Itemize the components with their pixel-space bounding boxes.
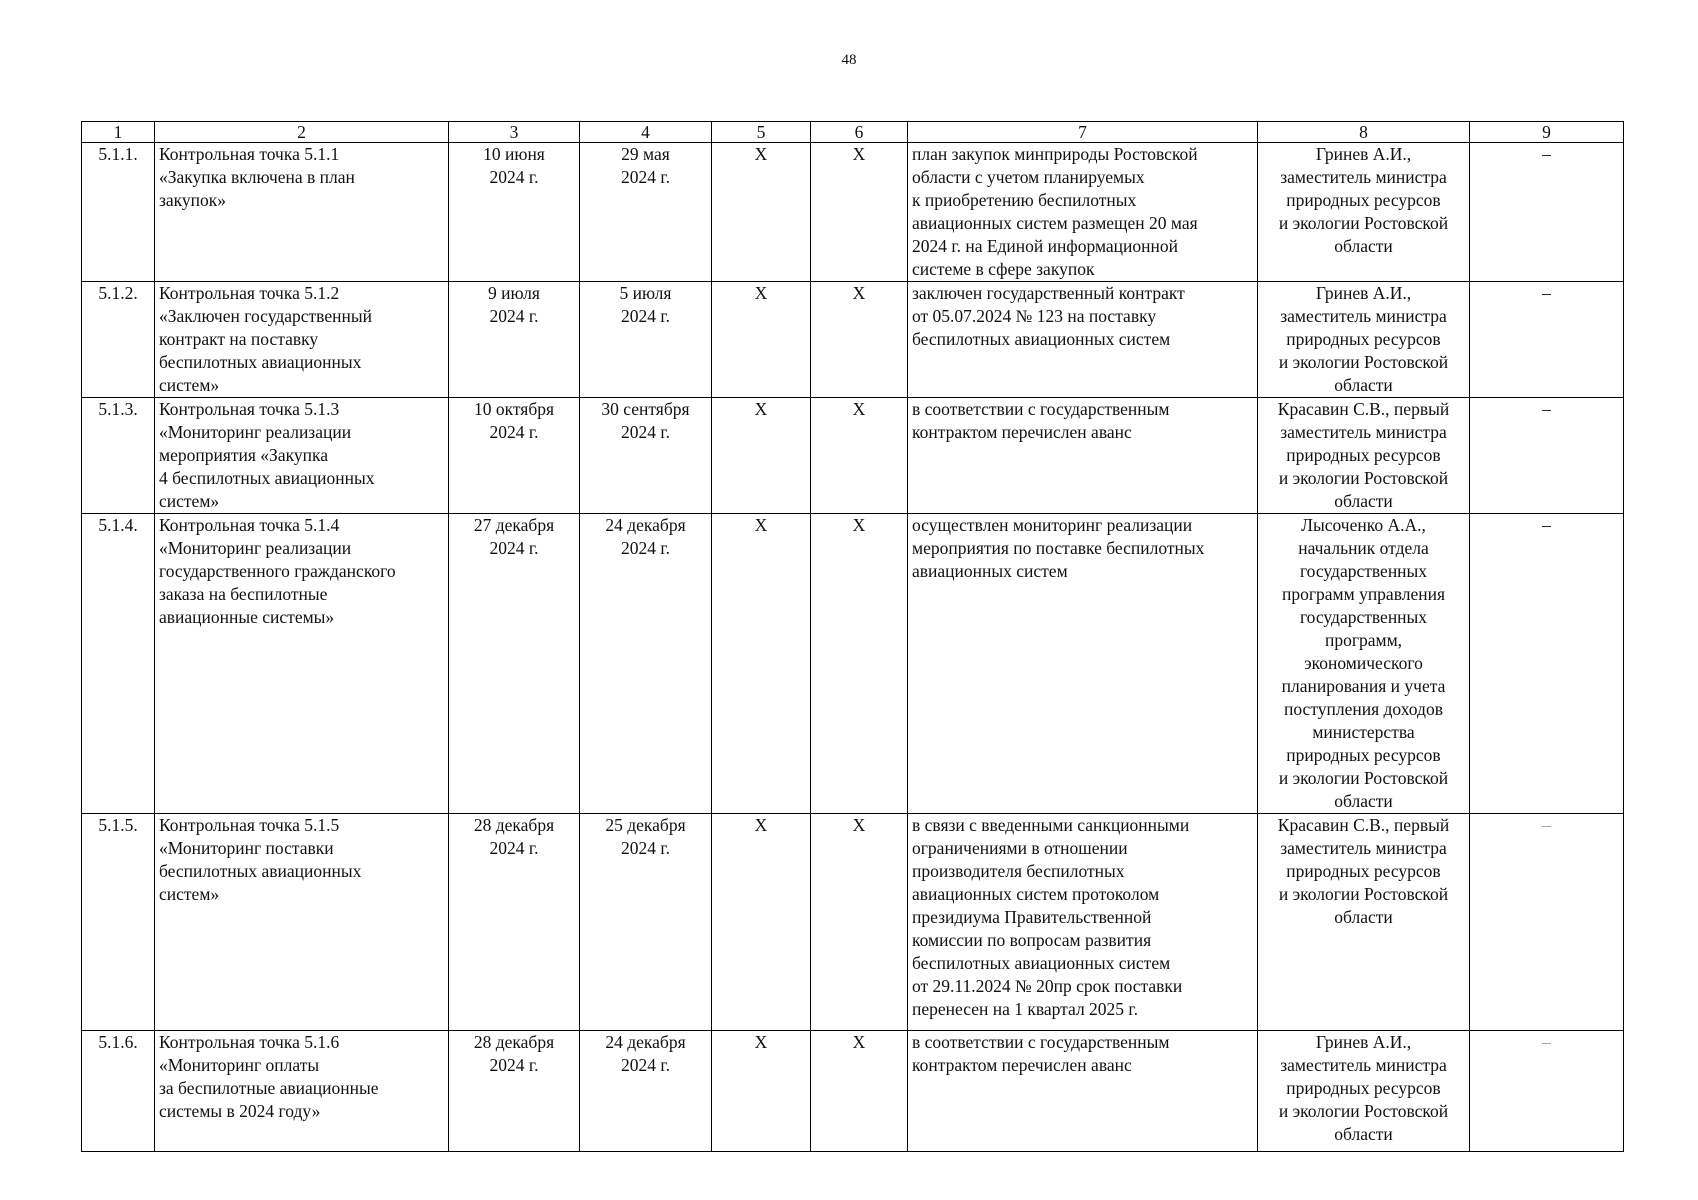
- responsible-person-line: области: [1334, 236, 1393, 256]
- responsible-person-line: начальник отдела: [1298, 538, 1429, 558]
- result-info-line: осуществлен мониторинг реализации: [912, 515, 1193, 535]
- row-number: 5.1.6.: [82, 1031, 155, 1152]
- col5-mark: X: [712, 398, 811, 514]
- row-number: 5.1.4.: [82, 514, 155, 814]
- result-info: [908, 1031, 1258, 1152]
- plan-date: [449, 143, 580, 282]
- fact-date-line: 2024 г.: [621, 422, 670, 442]
- plan-date: [449, 282, 580, 398]
- responsible-person: [1258, 398, 1470, 514]
- row-number: 5.1.1.: [82, 143, 155, 282]
- fact-date: [580, 514, 712, 814]
- responsible-person-line: планирования и учета: [1281, 676, 1446, 696]
- plan-date-line: 2024 г.: [489, 306, 539, 326]
- responsible-person: [1258, 282, 1470, 398]
- table-row: [82, 814, 1624, 1031]
- table-row: [82, 514, 1624, 814]
- control-point-name: [155, 143, 449, 282]
- col6-mark: X: [811, 514, 908, 814]
- plan-date-line: 28 декабря: [473, 1032, 555, 1052]
- responsible-person-line: природных ресурсов: [1286, 861, 1441, 881]
- fact-date-line: 24 декабря: [605, 1032, 686, 1052]
- fact-date: [580, 282, 712, 398]
- header-col-9: 9: [1470, 122, 1624, 143]
- result-info-line: к приобретению беспилотных: [912, 190, 1137, 210]
- result-info-line: заключен государственный контракт: [912, 283, 1185, 303]
- plan-date-line: 2024 г.: [489, 838, 539, 858]
- plan-date-line: 2024 г.: [489, 167, 539, 187]
- note-dash: –: [1470, 814, 1624, 1031]
- result-info-line: авиационных систем размещен 20 мая: [912, 213, 1198, 233]
- table-row: [82, 1031, 1624, 1152]
- plan-date: [449, 814, 580, 1031]
- col5-mark: X: [712, 514, 811, 814]
- result-info-line: беспилотных авиационных систем: [912, 329, 1171, 349]
- fact-date-line: 2024 г.: [621, 538, 670, 558]
- control-point-name-line: «Заключен государственный: [159, 306, 372, 326]
- responsible-person-line: и экологии Ростовской: [1278, 768, 1449, 788]
- control-point-name-line: закупок»: [159, 190, 227, 210]
- result-info: [908, 814, 1258, 1031]
- result-info-line: авиационных систем: [912, 561, 1068, 581]
- responsible-person-line: области: [1334, 375, 1393, 395]
- responsible-person: [1258, 1031, 1470, 1152]
- control-point-name-line: Контрольная точка 5.1.6: [159, 1032, 340, 1052]
- col5-mark: X: [712, 282, 811, 398]
- control-point-name-line: 4 беспилотных авиационных: [159, 468, 375, 488]
- control-point-name-line: беспилотных авиационных: [159, 861, 362, 881]
- responsible-person-line: и экологии Ростовской: [1278, 884, 1449, 904]
- result-info-line: от 05.07.2024 № 123 на поставку: [912, 306, 1157, 326]
- plan-date: [449, 1031, 580, 1152]
- responsible-person-line: Лысоченко А.А.,: [1301, 515, 1426, 535]
- fact-date-line: 29 мая: [621, 144, 670, 164]
- responsible-person-line: заместитель министра: [1280, 306, 1447, 326]
- responsible-person-line: Красавин С.В., первый: [1277, 815, 1450, 835]
- result-info-line: области с учетом планируемых: [912, 167, 1145, 187]
- fact-date-line: 30 сентября: [601, 399, 690, 419]
- responsible-person-line: программ,: [1324, 630, 1403, 650]
- control-point-name-line: государственного гражданского: [159, 561, 396, 581]
- control-point-name-line: «Мониторинг оплаты: [159, 1055, 320, 1075]
- responsible-person: [1258, 814, 1470, 1031]
- fact-date: [580, 1031, 712, 1152]
- plan-date-line: 2024 г.: [489, 1055, 539, 1075]
- control-point-name: [155, 814, 449, 1031]
- result-info-line: контрактом перечислен аванс: [912, 1055, 1132, 1075]
- col6-mark: X: [811, 1031, 908, 1152]
- fact-date-line: 25 декабря: [605, 815, 686, 835]
- plan-date-line: 2024 г.: [489, 422, 539, 442]
- responsible-person-line: области: [1334, 907, 1393, 927]
- fact-date: [580, 814, 712, 1031]
- result-info-line: комиссии по вопросам развития: [912, 930, 1152, 950]
- control-point-name-line: беспилотных авиационных: [159, 352, 362, 372]
- responsible-person-line: и экологии Ростовской: [1278, 468, 1449, 488]
- result-info: [908, 282, 1258, 398]
- control-point-name-line: Контрольная точка 5.1.1: [159, 144, 340, 164]
- result-info-line: в соответствии с государственным: [912, 399, 1170, 419]
- responsible-person-line: заместитель министра: [1280, 167, 1447, 187]
- control-point-name-line: заказа на беспилотные: [159, 584, 328, 604]
- col5-mark: X: [712, 143, 811, 282]
- control-point-name-line: Контрольная точка 5.1.3: [159, 399, 340, 419]
- responsible-person-line: и экологии Ростовской: [1278, 1101, 1449, 1121]
- header-col-4: 4: [580, 122, 712, 143]
- responsible-person-line: Гринев А.И.,: [1315, 144, 1412, 164]
- control-point-name-line: Контрольная точка 5.1.5: [159, 815, 340, 835]
- fact-date-line: 5 июля: [619, 283, 672, 303]
- header-col-2: 2: [155, 122, 449, 143]
- col6-mark: X: [811, 814, 908, 1031]
- result-info: [908, 514, 1258, 814]
- result-info-line: в связи с введенными санкционными: [912, 815, 1190, 835]
- page-number: 48: [841, 52, 857, 68]
- fact-date: [580, 143, 712, 282]
- result-info-line: 2024 г. на Единой информационной: [912, 236, 1179, 256]
- responsible-person-line: природных ресурсов: [1286, 329, 1441, 349]
- control-point-name-line: Контрольная точка 5.1.4: [159, 515, 340, 535]
- responsible-person-line: и экологии Ростовской: [1278, 213, 1449, 233]
- responsible-person-line: заместитель министра: [1280, 422, 1447, 442]
- responsible-person-line: области: [1334, 1124, 1393, 1144]
- plan-date-line: 27 декабря: [473, 515, 555, 535]
- responsible-person-line: экономического: [1304, 653, 1423, 673]
- header-col-6: 6: [811, 122, 908, 143]
- fact-date-line: 2024 г.: [621, 167, 670, 187]
- responsible-person-line: Гринев А.И.,: [1315, 283, 1412, 303]
- control-point-name-line: «Закупка включена в план: [159, 167, 355, 187]
- col6-mark: X: [811, 143, 908, 282]
- result-info-line: план закупок минприроды Ростовской: [912, 144, 1198, 164]
- responsible-person-line: государственных: [1299, 607, 1428, 627]
- result-info: [908, 143, 1258, 282]
- header-col-5: 5: [712, 122, 811, 143]
- plan-date-line: 2024 г.: [489, 538, 539, 558]
- row-number: 5.1.5.: [82, 814, 155, 1031]
- col5-mark: X: [712, 814, 811, 1031]
- table-row: [82, 143, 1624, 282]
- note-dash: –: [1470, 398, 1624, 514]
- control-point-name-line: за беспилотные авиационные: [159, 1078, 379, 1098]
- result-info-line: производителя беспилотных: [912, 861, 1125, 881]
- col6-mark: X: [811, 398, 908, 514]
- fact-date-line: 24 декабря: [605, 515, 686, 535]
- responsible-person-line: Красавин С.В., первый: [1277, 399, 1450, 419]
- responsible-person-line: государственных: [1299, 561, 1428, 581]
- responsible-person-line: природных ресурсов: [1286, 745, 1441, 765]
- responsible-person-line: и экологии Ростовской: [1278, 352, 1449, 372]
- control-point-name-line: «Мониторинг поставки: [159, 838, 334, 858]
- col5-mark: X: [712, 1031, 811, 1152]
- responsible-person-line: области: [1334, 791, 1393, 811]
- control-point-name-line: системы в 2024 году»: [159, 1101, 321, 1121]
- result-info-line: системе в сфере закупок: [912, 259, 1095, 279]
- control-point-name: [155, 282, 449, 398]
- fact-date: [580, 398, 712, 514]
- result-info-line: мероприятия по поставке беспилотных: [912, 538, 1205, 558]
- plan-date-line: 10 октября: [473, 399, 555, 419]
- responsible-person-line: области: [1334, 491, 1393, 511]
- responsible-person-line: заместитель министра: [1280, 1055, 1447, 1075]
- plan-date-line: 9 июля: [488, 283, 540, 303]
- row-number: 5.1.2.: [82, 282, 155, 398]
- col6-mark: X: [811, 282, 908, 398]
- control-point-name-line: Контрольная точка 5.1.2: [159, 283, 340, 303]
- plan-date: [449, 398, 580, 514]
- header-row: [82, 122, 1624, 143]
- responsible-person: [1258, 514, 1470, 814]
- note-dash: –: [1470, 1031, 1624, 1152]
- plan-date-line: 28 декабря: [473, 815, 555, 835]
- fact-date-line: 2024 г.: [621, 1055, 670, 1075]
- responsible-person-line: министерства: [1312, 722, 1415, 742]
- result-info-line: в соответствии с государственным: [912, 1032, 1170, 1052]
- result-info-line: беспилотных авиационных систем: [912, 953, 1171, 973]
- result-info: [908, 398, 1258, 514]
- control-point-name-line: систем»: [159, 884, 220, 904]
- plan-date-line: 10 июня: [483, 144, 545, 164]
- control-point-name: [155, 1031, 449, 1152]
- result-info-line: контрактом перечислен аванс: [912, 422, 1132, 442]
- fact-date-line: 2024 г.: [621, 838, 670, 858]
- note-dash: –: [1470, 143, 1624, 282]
- table-row: [82, 398, 1624, 514]
- responsible-person-line: поступления доходов: [1284, 699, 1443, 719]
- responsible-person: [1258, 143, 1470, 282]
- result-info-line: президиума Правительственной: [912, 907, 1152, 927]
- note-dash: –: [1470, 282, 1624, 398]
- responsible-person-line: природных ресурсов: [1286, 445, 1441, 465]
- control-point-name: [155, 514, 449, 814]
- result-info-line: перенесен на 1 квартал 2025 г.: [912, 999, 1139, 1019]
- result-info-line: авиационных систем протоколом: [912, 884, 1160, 904]
- header-col-1: 1: [82, 122, 155, 143]
- control-point-name: [155, 398, 449, 514]
- header-col-7: 7: [908, 122, 1258, 143]
- header-col-3: 3: [449, 122, 580, 143]
- control-point-name-line: «Мониторинг реализации: [159, 538, 352, 558]
- control-point-name-line: мероприятия «Закупка: [159, 445, 328, 465]
- result-info-line: от 29.11.2024 № 20пр срок поставки: [912, 976, 1183, 996]
- result-info-line: ограничениями в отношении: [912, 838, 1128, 858]
- control-point-name-line: «Мониторинг реализации: [159, 422, 352, 442]
- responsible-person-line: природных ресурсов: [1286, 1078, 1441, 1098]
- row-number: 5.1.3.: [82, 398, 155, 514]
- responsible-person-line: программ управления: [1281, 584, 1446, 604]
- control-point-name-line: авиационные системы»: [159, 607, 335, 627]
- responsible-person-line: заместитель министра: [1280, 838, 1447, 858]
- control-point-name-line: контракт на поставку: [159, 329, 319, 349]
- table-row: [82, 282, 1624, 398]
- control-point-name-line: систем»: [159, 491, 220, 511]
- header-col-8: 8: [1258, 122, 1470, 143]
- control-point-name-line: систем»: [159, 375, 220, 395]
- plan-date: [449, 514, 580, 814]
- note-dash: –: [1470, 514, 1624, 814]
- responsible-person-line: Гринев А.И.,: [1315, 1032, 1412, 1052]
- fact-date-line: 2024 г.: [621, 306, 670, 326]
- responsible-person-line: природных ресурсов: [1286, 190, 1441, 210]
- control-points-table: [81, 121, 1624, 1152]
